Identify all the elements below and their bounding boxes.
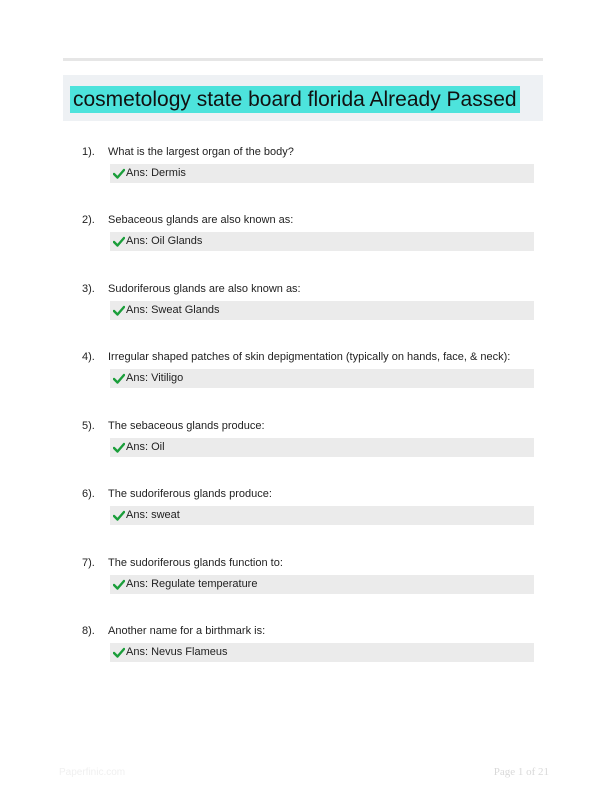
question-text: The sudoriferous glands produce: — [108, 488, 272, 500]
answer-box — [110, 369, 534, 388]
answer-box — [110, 301, 534, 320]
answer-text: Ans: Oil Glands — [126, 235, 203, 247]
question-number: 1). — [82, 146, 95, 158]
question-item — [0, 487, 606, 547]
top-divider — [63, 58, 543, 61]
check-icon — [113, 373, 125, 384]
question-number: 5). — [82, 420, 95, 432]
question-text: The sebaceous glands produce: — [108, 420, 265, 432]
check-icon — [113, 305, 125, 316]
question-item — [0, 350, 606, 410]
question-text: Irregular shaped patches of skin depigmentation (typically on hands, face, & neck): — [108, 351, 511, 363]
answer-box — [110, 643, 534, 662]
question-item — [0, 419, 606, 479]
answer-text: Ans: sweat — [126, 509, 180, 521]
question-number: 3). — [82, 283, 95, 295]
answer-box — [110, 438, 534, 457]
question-item — [0, 145, 606, 205]
answer-box — [110, 575, 534, 594]
question-item — [0, 282, 606, 342]
question-text: The sudoriferous glands function to: — [108, 557, 283, 569]
question-number: 6). — [82, 488, 95, 500]
answer-text: Ans: Nevus Flameus — [126, 646, 228, 658]
page-title: cosmetology state board florida Already Passed — [70, 86, 520, 113]
question-item — [0, 556, 606, 616]
answer-text: Ans: Dermis — [126, 167, 186, 179]
question-item — [0, 213, 606, 273]
check-icon — [113, 442, 125, 453]
check-icon — [113, 579, 125, 590]
answer-box — [110, 164, 534, 183]
question-item — [0, 624, 606, 684]
answer-text: Ans: Vitiligo — [126, 372, 184, 384]
question-text: What is the largest organ of the body? — [108, 146, 294, 158]
page-number: Page 1 of 21 — [493, 766, 549, 778]
question-number: 2). — [82, 214, 95, 226]
check-icon — [113, 647, 125, 658]
question-text: Sudoriferous glands are also known as: — [108, 283, 301, 295]
question-number: 8). — [82, 625, 95, 637]
question-number: 7). — [82, 557, 95, 569]
answer-text: Ans: Sweat Glands — [126, 304, 220, 316]
check-icon — [113, 168, 125, 179]
question-text: Another name for a birthmark is: — [108, 625, 266, 637]
answer-text: Ans: Oil — [126, 441, 165, 453]
answer-box — [110, 232, 534, 251]
question-text: Sebaceous glands are also known as: — [108, 214, 294, 226]
footer-watermark: Paperfinic.com — [59, 767, 126, 778]
question-number: 4). — [82, 351, 95, 363]
answer-text: Ans: Regulate temperature — [126, 578, 258, 590]
check-icon — [113, 510, 125, 521]
answer-box — [110, 506, 534, 525]
check-icon — [113, 236, 125, 247]
